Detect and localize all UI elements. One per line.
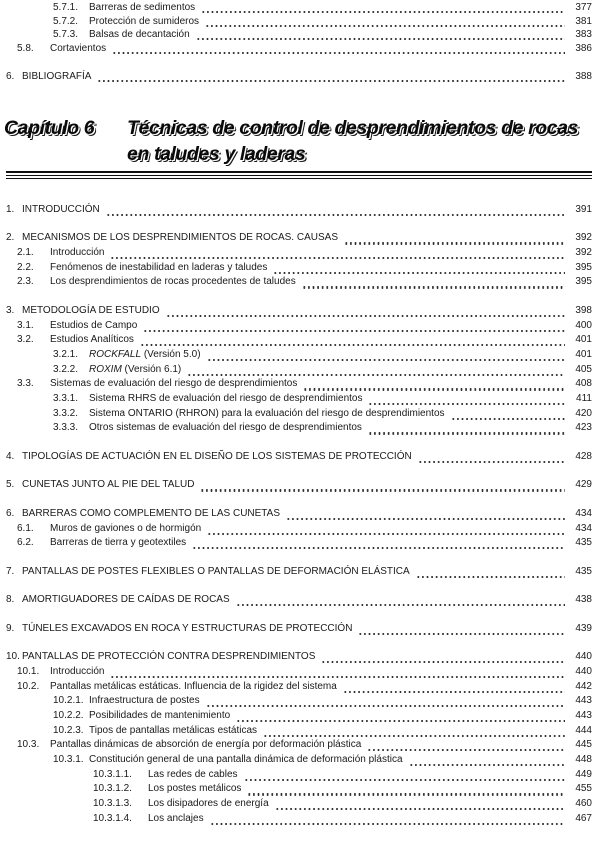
toc-entry-number: 10.1.: [17, 665, 40, 677]
toc-entry-title-text: Los disipadores de energía: [148, 798, 269, 810]
toc-entry-title: [22, 305, 160, 316]
dot-leader: [206, 705, 565, 707]
toc-entry-title: [89, 2, 195, 13]
toc-entry-title: [148, 798, 269, 809]
toc-entry-page-number: 428: [575, 450, 592, 462]
dot-leader: [321, 661, 565, 663]
dot-leader: [110, 676, 565, 678]
toc-row: [6, 666, 592, 681]
toc-row: [6, 393, 592, 408]
dot-leader: [367, 749, 565, 751]
toc-row: [6, 247, 592, 262]
toc-entry-page-number: 411: [576, 393, 592, 405]
toc-entry-page-number: 443: [575, 709, 592, 721]
dot-leader: [207, 359, 565, 361]
toc-entry-number: 10.3.1.1.: [93, 768, 132, 780]
toc-row: [6, 408, 592, 423]
dot-leader: [207, 533, 565, 535]
dot-leader: [263, 735, 565, 737]
toc-entry-page-number: 442: [575, 680, 592, 692]
toc-entry-page-number: 395: [575, 261, 592, 273]
toc-entry-title: [89, 725, 257, 736]
toc-entry-title: [50, 320, 137, 331]
toc-entry-title: [22, 623, 352, 634]
toc-entry-page-number: 445: [575, 739, 592, 751]
toc-entry-page-number: 392: [575, 232, 592, 244]
toc-entry-number: 10.2.2.: [53, 709, 84, 721]
toc-entry-page-number: 377: [575, 2, 592, 13]
toc-entry-title: [22, 651, 315, 662]
chapter-heading: [6, 115, 592, 167]
toc-row: [6, 769, 592, 784]
toc-entry-title: [22, 451, 412, 462]
toc-entry-title-text: Cortavientos: [50, 43, 107, 55]
dot-leader: [303, 388, 565, 390]
toc-entry-title-text: Estudios Analíticos: [50, 334, 134, 346]
chapter-title-line1: Técnicas de control de desprendimientos de rocas: [127, 117, 579, 140]
dot-leader: [166, 315, 565, 317]
toc-entry-title: [50, 378, 297, 389]
toc-row: [6, 739, 592, 754]
previous-chapter-toc-block: [6, 2, 592, 84]
toc-row: [6, 262, 592, 277]
toc-entry-title: [89, 408, 445, 419]
heading-rule: [6, 171, 592, 179]
toc-entry-title: [50, 537, 186, 548]
toc-row: [6, 29, 592, 43]
toc-entry-page-number: 381: [575, 15, 592, 27]
dot-leader: [344, 242, 565, 244]
toc-entry-number: 7.: [6, 565, 15, 577]
dot-leader: [210, 823, 565, 825]
toc-entry-title: [22, 479, 194, 490]
toc-entry-title-text: Estudios de Campo: [50, 319, 138, 331]
toc-row: [6, 305, 592, 320]
toc-entry-title-text: TIPOLOGÍAS DE ACTUACIÓN EN EL DISEÑO DE LOS SISTEMAS DE PROTECCIÓN: [22, 450, 412, 462]
toc-row: [6, 364, 592, 379]
toc-row: [6, 232, 592, 247]
toc-row: [6, 276, 592, 291]
toc-entry-page-number: 449: [575, 768, 592, 780]
toc-entry-page-number: 388: [575, 70, 592, 82]
toc-entry-title: [89, 364, 181, 375]
toc-entry-title: [89, 16, 199, 27]
toc-entry-page-number: 435: [575, 537, 592, 549]
toc-entry-title-text: Infraestructura de postes: [89, 695, 200, 707]
toc-entry-title: [50, 247, 104, 258]
dot-leader: [343, 691, 565, 693]
toc-entry-title-text: Balsas de decantación: [89, 29, 190, 41]
toc-entry-title-text: Fenómenos de inestabilidad en laderas y taludes: [50, 261, 268, 273]
toc-entry-title-text: Sistema ONTARIO (RHRON) para la evaluación del riesgo de desprendimientos: [89, 407, 445, 419]
dot-leader: [302, 286, 565, 288]
toc-entry-title: [148, 813, 204, 824]
toc-entry-number: 10.3.1.4.: [93, 812, 132, 824]
dot-leader: [273, 272, 565, 274]
toc-entry-number: 2.: [6, 232, 15, 244]
toc-entry-title-text: Los postes metálicos: [148, 783, 242, 795]
toc-entry-title-text: MECANISMOS DE LOS DESPRENDIMIENTOS DE ROCAS. CAUSAS: [22, 232, 338, 244]
toc-row: [6, 508, 592, 523]
toc-entry-title: [50, 334, 134, 345]
toc-entry-number: 3.3.3.: [53, 422, 79, 434]
toc-entry-title-text: PANTALLAS DE PROTECCIÓN CONTRA DESPRENDIMIENTOS: [22, 651, 316, 663]
toc-entry-title-text: BIBLIOGRAFÍA: [22, 70, 92, 82]
toc-entry-page-number: 435: [575, 565, 592, 577]
toc-entry-number: 5.8.: [17, 43, 34, 55]
toc-row: [6, 651, 592, 666]
toc-entry-page-number: 401: [575, 334, 592, 346]
toc-entry-number: 8.: [6, 594, 15, 606]
toc-entry-title-text: CUNETAS JUNTO AL PIE DEL TALUD: [22, 479, 195, 491]
toc-entry-page-number: 398: [575, 304, 592, 316]
dot-leader: [358, 633, 565, 635]
toc-entry-title-text: Tipos de pantallas metálicas estáticas: [89, 724, 258, 736]
dot-leader: [196, 38, 565, 40]
toc-entry-number: 10.3.1.2.: [93, 783, 132, 795]
toc-entry-title: [89, 710, 230, 721]
toc-entry-title-text: Pantallas metálicas estáticas. Influencia de la rigidez del sistema: [50, 680, 337, 692]
toc-entry-title-text: BARRERAS COMO COMPLEMENTO DE LAS CUNETAS: [22, 507, 281, 519]
toc-row: [6, 422, 592, 437]
toc-entry-title-text: Barreras de sedimentos: [89, 2, 196, 13]
toc-row: [6, 594, 592, 609]
toc-row: [6, 320, 592, 335]
dot-leader: [205, 25, 565, 27]
dot-leader: [201, 11, 565, 13]
toc-entry-number: 6.: [6, 507, 15, 519]
toc-entry-title-text: Las redes de cables: [148, 768, 238, 780]
toc-row: [6, 566, 592, 581]
toc-entry-title-text: Pantallas dinámicas de absorción de energía por deformación plástica: [50, 739, 362, 751]
toc-row: [6, 71, 592, 85]
toc-entry-page-number: 434: [575, 507, 592, 519]
toc-entry-title: [50, 43, 106, 54]
toc-entry-number: 3.1.: [17, 319, 34, 331]
toc-entry-title-text: Introducción: [50, 665, 105, 677]
toc-entry-page-number: 392: [575, 247, 592, 259]
toc-entry-number: 5.7.3.: [53, 29, 79, 41]
toc-entry-title: [22, 594, 230, 605]
toc-entry-title: [50, 739, 361, 750]
toc-entry-page-number: 440: [575, 665, 592, 677]
toc-entry-number: 10.2.: [17, 680, 40, 692]
toc-entry-number: 6.2.: [17, 537, 34, 549]
toc-entry-number: 2.3.: [17, 276, 34, 288]
dot-leader: [418, 461, 565, 463]
toc-entry-title: [22, 508, 280, 519]
toc-entry-page-number: 383: [575, 29, 592, 41]
toc-entry-title-text: AMORTIGUADORES DE CAÍDAS DE ROCAS: [22, 594, 230, 606]
dot-leader: [368, 403, 565, 405]
toc-entry-title: [22, 566, 410, 577]
toc-entry-number: 2.2.: [17, 261, 34, 273]
toc-entry-number: 3.3.2.: [53, 407, 79, 419]
toc-entry-page-number: 405: [575, 363, 592, 375]
toc-entry-title: [89, 422, 362, 433]
toc-entry-number: 3.: [6, 304, 15, 316]
toc-row: [6, 451, 592, 466]
dot-leader: [409, 764, 565, 766]
toc-row: [6, 813, 592, 828]
toc-entry-number: 10.3.: [17, 739, 40, 751]
toc-entry-page-number: 423: [575, 422, 592, 434]
toc-row: [6, 523, 592, 538]
toc-entry-title-text: Introducción: [50, 247, 105, 259]
dot-leader: [236, 720, 565, 722]
toc-entry-page-number: 467: [575, 812, 592, 824]
dot-leader: [451, 418, 565, 420]
dot-leader: [368, 432, 565, 434]
dot-leader: [97, 80, 565, 82]
dot-leader: [140, 344, 565, 346]
dot-leader: [192, 547, 565, 549]
toc-entry-title-text: TÚNELES EXCAVADOS EN ROCA Y ESTRUCTURAS DE PROTECCIÓN: [22, 622, 353, 634]
toc-entry-title-text: METODOLOGÍA DE ESTUDIO: [22, 304, 160, 316]
toc-entry-number: 10.3.1.3.: [93, 798, 132, 810]
toc-entry-title: [89, 393, 362, 404]
toc-entry-title-text: Sistema RHRS de evaluación del riesgo de desprendimientos: [89, 393, 363, 405]
toc-entry-page-number: 440: [575, 651, 592, 663]
toc-entry-number: 10.3.1.: [53, 754, 84, 766]
toc-row: [6, 2, 592, 16]
toc-entry-page-number: 455: [575, 783, 592, 795]
toc-entry-title: [50, 523, 201, 534]
chapter-toc-block: [6, 204, 592, 828]
toc-entry-page-number: 443: [575, 695, 592, 707]
toc-entry-title-text: (Versión 5.0): [141, 349, 201, 361]
toc-entry-title-text: INTRODUCCIÓN: [22, 203, 100, 215]
toc-entry-number: 3.3.1.: [53, 393, 79, 405]
toc-entry-number: 4.: [6, 450, 15, 462]
toc-entry-title: [50, 276, 296, 287]
toc-entry-page-number: 391: [575, 203, 592, 215]
toc-entry-title-text: Protección de sumideros: [89, 15, 200, 27]
toc-entry-page-number: 460: [575, 798, 592, 810]
dot-leader: [275, 808, 565, 810]
toc-row: [6, 754, 592, 769]
toc-entry-page-number: 434: [575, 522, 592, 534]
toc-entry-title-text: Barreras de tierra y geotextiles: [50, 537, 187, 549]
dot-leader: [244, 779, 565, 781]
toc-entry-page-number: 448: [575, 754, 592, 766]
toc-entry-title: [22, 232, 338, 243]
toc-entry-number: 6.: [6, 70, 15, 82]
toc-entry-title-text: Los desprendimientos de rocas procedentes de taludes: [50, 276, 296, 288]
toc-entry-title: [148, 769, 238, 780]
dot-leader: [236, 604, 565, 606]
toc-entry-number: 5.7.1.: [53, 2, 79, 13]
toc-entry-number: 10.: [6, 651, 20, 663]
toc-entry-number: 5.7.2.: [53, 15, 79, 27]
dot-leader: [416, 576, 565, 578]
toc-entry-number: 3.2.1.: [53, 349, 79, 361]
toc-row: [6, 725, 592, 740]
toc-entry-title: [89, 754, 403, 765]
toc-entry-number: 2.1.: [17, 247, 34, 259]
chapter-label: Capítulo 6: [4, 117, 95, 140]
toc-entry-title-italic: ROCKFALL: [89, 349, 142, 361]
toc-row: [6, 334, 592, 349]
toc-entry-title: [22, 71, 91, 82]
toc-row: [6, 378, 592, 393]
toc-row: [6, 783, 592, 798]
toc-entry-title-text: Sistemas de evaluación del riesgo de desprendimientos: [50, 378, 298, 390]
toc-entry-page-number: 395: [575, 276, 592, 288]
toc-entry-title-text: Posibilidades de mantenimiento: [89, 709, 231, 721]
toc-entry-number: 6.1.: [17, 522, 34, 534]
toc-row: [6, 43, 592, 57]
dot-leader: [110, 257, 565, 259]
dot-leader: [286, 518, 565, 520]
dot-leader: [247, 793, 565, 795]
toc-entry-number: 5.: [6, 479, 15, 491]
toc-entry-page-number: 408: [575, 378, 592, 390]
toc-row: [6, 537, 592, 552]
toc-entry-page-number: 438: [575, 594, 592, 606]
dot-leader: [187, 374, 565, 376]
toc-entry-title: [50, 262, 267, 273]
toc-row: [6, 349, 592, 364]
toc-entry-page-number: 429: [575, 479, 592, 491]
toc-entry-number: 3.2.: [17, 334, 34, 346]
toc-row: [6, 623, 592, 638]
toc-entry-title: [50, 666, 104, 677]
dot-leader: [200, 489, 565, 491]
toc-row: [6, 695, 592, 710]
chapter-title-line2: en taludes y laderas: [127, 143, 306, 166]
toc-entry-number: 10.2.3.: [53, 724, 84, 736]
toc-entry-title-text: Constitución general de una pantalla dinámica de deformación plástica: [89, 754, 403, 766]
toc-entry-number: 10.2.1.: [53, 695, 84, 707]
toc-entry-page-number: 439: [575, 622, 592, 634]
toc-entry-page-number: 386: [575, 43, 592, 55]
toc-entry-title-text: Los anclajes: [148, 812, 204, 824]
toc-entry-number: 3.3.: [17, 378, 34, 390]
toc-entry-title: [148, 783, 241, 794]
toc-row: [6, 681, 592, 696]
toc-entry-title: [22, 204, 100, 215]
toc-entry-number: 1.: [6, 203, 15, 215]
toc-entry-page-number: 420: [575, 407, 592, 419]
toc-entry-page-number: 444: [575, 724, 592, 736]
toc-entry-number: 9.: [6, 622, 15, 634]
toc-row: [6, 204, 592, 219]
toc-entry-title: [89, 695, 200, 706]
toc-row: [6, 798, 592, 813]
dot-leader: [112, 52, 565, 54]
dot-leader: [106, 214, 565, 216]
chapter-title: [127, 115, 578, 167]
toc-entry-title-text: Otros sistemas de evaluación del riesgo de desprendimientos: [89, 422, 362, 434]
toc-entry-title-text: PANTALLAS DE POSTES FLEXIBLES O PANTALLAS DE DEFORMACIÓN ELÁSTICA: [22, 565, 410, 577]
toc-entry-title-text: (Versión 6.1): [121, 363, 182, 375]
toc-row: [6, 479, 592, 494]
toc-entry-title: [89, 349, 201, 360]
dot-leader: [143, 330, 565, 332]
toc-entry-title-text: Muros de gaviones o de hormigón: [50, 522, 202, 534]
toc-entry-title-italic: ROXIM: [89, 363, 122, 375]
toc-row: [6, 16, 592, 30]
toc-entry-title: [50, 681, 337, 692]
toc-entry-number: 3.2.2.: [53, 363, 79, 375]
toc-row: [6, 710, 592, 725]
toc-entry-page-number: 401: [575, 349, 592, 361]
toc-entry-page-number: 400: [575, 319, 592, 331]
toc-entry-title: [89, 29, 190, 40]
